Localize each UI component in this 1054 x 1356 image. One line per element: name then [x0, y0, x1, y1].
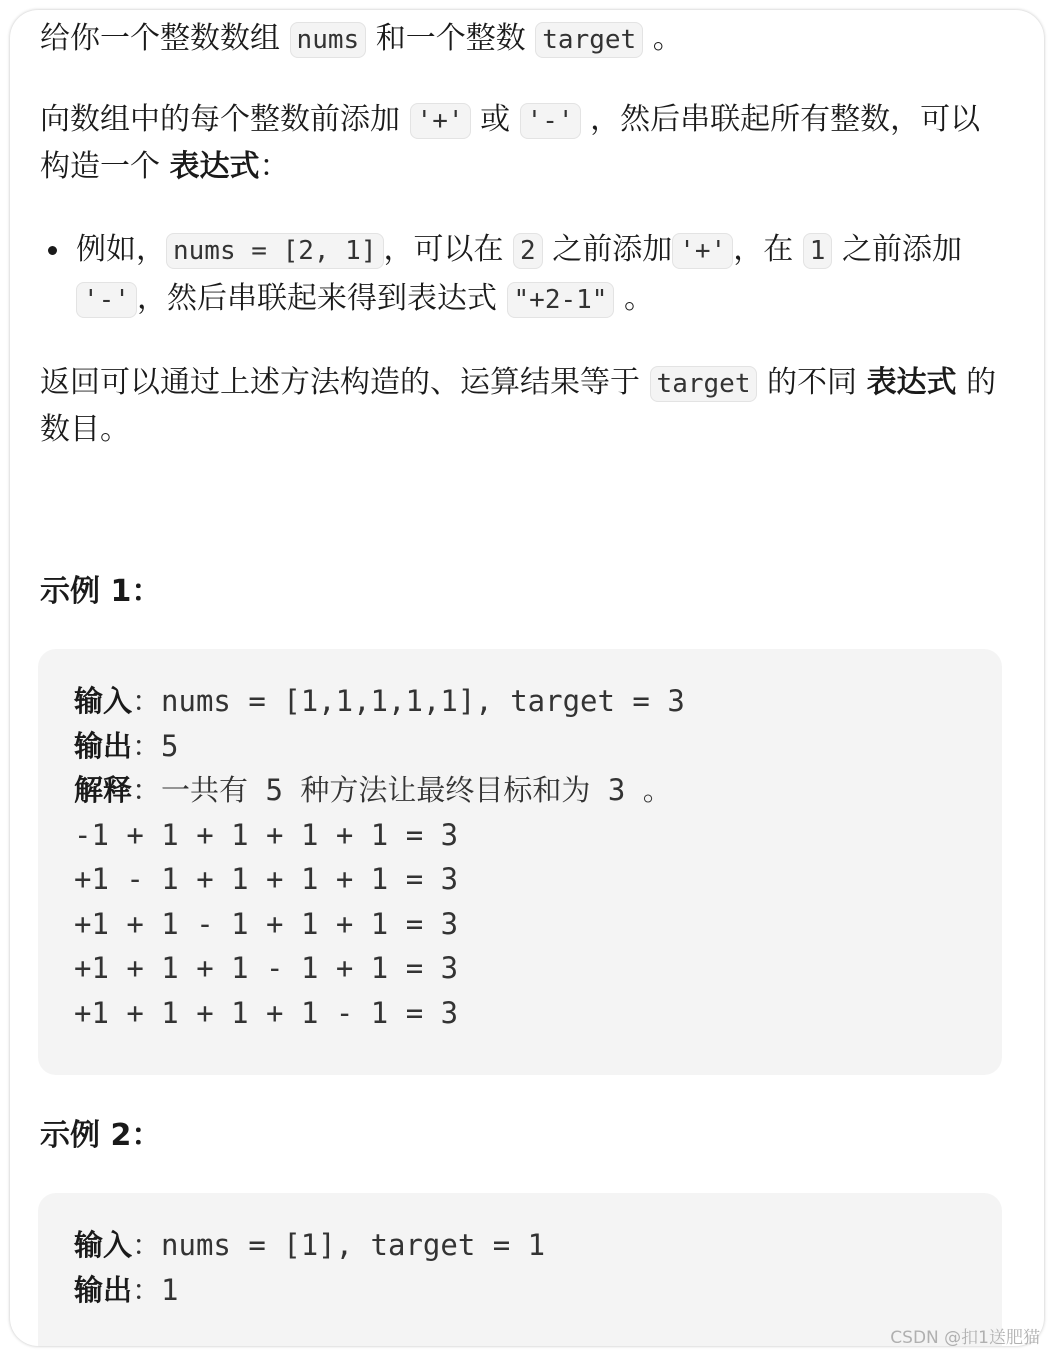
list-item: [76, 226, 1000, 324]
bullet-list: [40, 226, 1000, 324]
inline-code-target: target: [650, 366, 758, 402]
inline-code-example-nums: nums = [2, 1]: [166, 233, 384, 269]
inline-code-2: 2: [513, 233, 543, 269]
bullet-text: ，在: [733, 232, 794, 267]
inline-code-expression: "+2-1": [507, 282, 615, 318]
example-2-heading: 示例 2：: [40, 1118, 162, 1153]
bullet-text: 例如，: [76, 232, 166, 267]
bullet-text: ，然后串联起来得到表达式: [136, 281, 497, 316]
explain-line: +1 + 1 + 1 - 1 + 1 = 3: [74, 951, 459, 985]
example-1-heading: 示例 1：: [40, 574, 162, 609]
inline-code-1: 1: [803, 233, 833, 269]
output-value: 5: [161, 728, 179, 763]
bullet-text: 之前添加: [841, 232, 962, 267]
inline-code-nums: nums: [290, 22, 367, 58]
example-2-block: 输入：nums = [1], target = 1 输出：1: [38, 1193, 1002, 1346]
output-value: 1: [161, 1272, 179, 1307]
intro-text: 和一个整数: [375, 21, 526, 56]
inline-code-plus: '+': [410, 103, 471, 139]
inline-code-target: target: [535, 22, 643, 58]
bold-term-expression: 表达式: [169, 149, 260, 184]
output-label: 输出: [74, 1272, 133, 1307]
input-label: 输入: [74, 1228, 133, 1262]
question-text: 返回可以通过上述方法构造的、运算结果等于: [40, 365, 640, 400]
explain-line: +1 + 1 - 1 + 1 + 1 = 3: [74, 906, 459, 941]
intro-paragraph: [40, 16, 1000, 63]
desc-text: 或: [480, 102, 511, 137]
desc-text: ：: [259, 149, 290, 184]
description-paragraph: [40, 97, 1000, 190]
explain-line: +1 + 1 + 1 + 1 - 1 = 3: [74, 995, 459, 1030]
bullet-dot-icon: [48, 246, 57, 255]
desc-text: 向数组中的每个整数前添加: [40, 102, 400, 137]
explain-line: -1 + 1 + 1 + 1 + 1 = 3: [74, 817, 459, 852]
bullet-text: ，可以在: [383, 232, 504, 267]
problem-description: [40, 16, 1000, 453]
question-text: 的不同: [767, 365, 858, 400]
bullet-text: 之前添加: [552, 232, 673, 267]
explain-line: +1 - 1 + 1 + 1 + 1 = 3: [74, 862, 459, 896]
input-label: 输入: [74, 684, 133, 718]
intro-text: 。: [652, 21, 683, 56]
inline-code-plus: '+': [672, 233, 733, 269]
csdn-watermark: CSDN @扣1送肥猫: [890, 1328, 1040, 1348]
inline-code-minus: '-': [520, 103, 581, 139]
inline-code-minus: '-': [76, 282, 137, 318]
bullet-text: 。: [623, 281, 654, 316]
output-label: 输出: [74, 728, 133, 763]
explain-label: 解释: [74, 773, 133, 807]
input-value: nums = [1], target = 1: [161, 1228, 546, 1262]
desc-text: ，然后串联起所有整数，可以构造一个: [40, 102, 981, 184]
question-text: 的数目。: [40, 365, 997, 447]
bold-term-expression: 表达式: [866, 365, 957, 400]
input-value: nums = [1,1,1,1,1], target = 3: [161, 684, 685, 718]
question-paragraph: [40, 360, 1000, 453]
intro-text: 给你一个整数数组: [40, 21, 280, 56]
explain-value: 一共有 5 种方法让最终目标和为 3 。: [161, 773, 672, 807]
example-1-block: 输入：nums = [1,1,1,1,1], target = 3 输出：5 解释：一共有 5 种方法让最终目标和为 3 。 -1 + 1 + 1 + 1 + 1 = 3 +1 - 1 + 1 + 1 + 1 = 3 +1 + 1 - 1 + 1 + 1 = 3 +1 + 1 + 1 - 1 + 1 = 3 +1 + 1 + 1 + 1 - 1 = 3: [38, 649, 1002, 1075]
problem-card: [10, 10, 1044, 1346]
